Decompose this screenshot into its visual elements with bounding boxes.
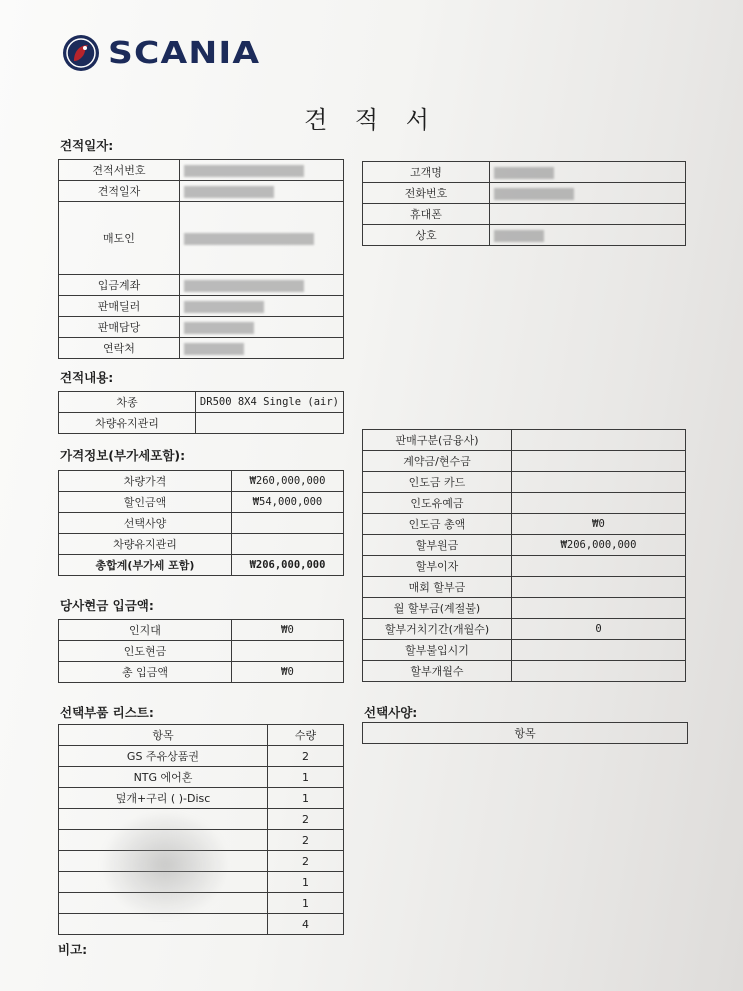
section-options: 선택사양:	[364, 705, 418, 720]
finance-row	[363, 619, 686, 640]
sales-rep-value	[180, 317, 344, 338]
finance-row	[363, 661, 686, 682]
finance-value	[512, 661, 686, 682]
redaction-blur	[100, 810, 230, 920]
finance-row	[363, 556, 686, 577]
quote-date-label: 견적일자	[59, 181, 180, 202]
finance-label: 할부불입시기	[363, 640, 512, 661]
options-header-item: 항목	[363, 723, 688, 744]
parts-qty: 2	[268, 809, 344, 830]
price-table	[58, 470, 344, 576]
vehicle-model-label: 차종	[59, 392, 196, 413]
finance-label: 월 할부금(계절불)	[363, 598, 512, 619]
finance-value	[512, 598, 686, 619]
section-price-info: 가격정보(부가세포함):	[60, 448, 186, 463]
parts-qty: 2	[268, 746, 344, 767]
parts-qty: 1	[268, 872, 344, 893]
parts-item: 덮개+구리 ( )-Disc	[59, 788, 268, 809]
price-label: 선택사양	[59, 513, 232, 534]
seller-value	[180, 202, 344, 275]
finance-row	[363, 640, 686, 661]
parts-row	[59, 788, 344, 809]
section-cash-deposit: 당사현금 입금액:	[60, 598, 154, 613]
vehicle-model-value: DR500 8X4 Single (air)	[195, 392, 343, 413]
finance-label: 인도금 총액	[363, 514, 512, 535]
customer-mobile-value	[490, 204, 686, 225]
finance-table	[362, 429, 686, 682]
parts-qty: 2	[268, 830, 344, 851]
parts-row	[59, 746, 344, 767]
section-parts-list: 선택부품 리스트:	[60, 705, 154, 720]
finance-value	[512, 577, 686, 598]
vehicle-table	[58, 391, 344, 434]
finance-row	[363, 493, 686, 514]
griffin-emblem-icon	[62, 33, 100, 73]
finance-label: 할부원금	[363, 535, 512, 556]
customer-table	[362, 161, 686, 246]
deposit-account-value	[180, 275, 344, 296]
scania-logo	[62, 30, 261, 76]
finance-value	[512, 451, 686, 472]
brand-wordmark: SCANIA	[108, 35, 261, 71]
finance-value	[512, 472, 686, 493]
parts-qty: 1	[268, 788, 344, 809]
finance-value	[512, 493, 686, 514]
price-row	[59, 513, 344, 534]
price-row	[59, 555, 344, 576]
deposit-value: ₩0	[232, 662, 344, 683]
parts-qty: 1	[268, 767, 344, 788]
contact-value	[180, 338, 344, 359]
price-label: 총합계(부가세 포함)	[59, 555, 232, 576]
finance-value: ₩0	[512, 514, 686, 535]
options-table	[362, 722, 688, 744]
quote-date-value	[180, 181, 344, 202]
quote-no-label: 견적서번호	[59, 160, 180, 181]
finance-label: 매회 할부금	[363, 577, 512, 598]
price-value: ₩206,000,000	[232, 555, 344, 576]
finance-value	[512, 430, 686, 451]
price-row	[59, 534, 344, 555]
price-label: 할인금액	[59, 492, 232, 513]
contact-label: 연락처	[59, 338, 180, 359]
finance-label: 인도금 카드	[363, 472, 512, 493]
customer-name-label: 고객명	[363, 162, 490, 183]
deposit-row	[59, 641, 344, 662]
finance-label: 할부거치기간(개월수)	[363, 619, 512, 640]
document-title: 견 적 서	[304, 106, 439, 134]
finance-value	[512, 640, 686, 661]
parts-row	[59, 767, 344, 788]
customer-phone-value	[490, 183, 686, 204]
deposit-label: 인도현금	[59, 641, 232, 662]
finance-row	[363, 472, 686, 493]
seller-label: 매도인	[59, 202, 180, 275]
customer-company-label: 상호	[363, 225, 490, 246]
price-value	[232, 513, 344, 534]
finance-row	[363, 535, 686, 556]
sales-rep-label: 판매담당	[59, 317, 180, 338]
finance-label: 계약금/현수금	[363, 451, 512, 472]
customer-mobile-label: 휴대폰	[363, 204, 490, 225]
parts-header-item: 항목	[59, 725, 268, 746]
deposit-label: 인지대	[59, 620, 232, 641]
quote-no-value	[180, 160, 344, 181]
deposit-account-label: 입금계좌	[59, 275, 180, 296]
finance-row	[363, 514, 686, 535]
price-value: ₩260,000,000	[232, 471, 344, 492]
deposit-value	[232, 641, 344, 662]
parts-qty: 2	[268, 851, 344, 872]
quote-info-table	[58, 159, 344, 359]
finance-label: 판매구분(금융사)	[363, 430, 512, 451]
dealer-label: 판매딜러	[59, 296, 180, 317]
price-value	[232, 534, 344, 555]
parts-qty: 4	[268, 914, 344, 935]
deposit-table	[58, 619, 344, 683]
finance-label: 할부개월수	[363, 661, 512, 682]
finance-row	[363, 451, 686, 472]
customer-name-value	[490, 162, 686, 183]
deposit-row	[59, 662, 344, 683]
finance-label: 인도유예금	[363, 493, 512, 514]
dealer-value	[180, 296, 344, 317]
price-row	[59, 471, 344, 492]
parts-item: GS 주유상품권	[59, 746, 268, 767]
parts-header-qty: 수량	[268, 725, 344, 746]
parts-item: NTG 에어혼	[59, 767, 268, 788]
price-value: ₩54,000,000	[232, 492, 344, 513]
finance-row	[363, 430, 686, 451]
finance-value	[512, 556, 686, 577]
section-quote-content: 견적내용:	[60, 370, 114, 385]
finance-row	[363, 598, 686, 619]
price-label: 차량유지관리	[59, 534, 232, 555]
finance-value: 0	[512, 619, 686, 640]
section-remarks: 비고:	[58, 942, 88, 957]
finance-label: 할부이자	[363, 556, 512, 577]
section-quote-date: 견적일자:	[60, 138, 114, 153]
deposit-value: ₩0	[232, 620, 344, 641]
finance-value: ₩206,000,000	[512, 535, 686, 556]
parts-qty: 1	[268, 893, 344, 914]
customer-company-value	[490, 225, 686, 246]
price-row	[59, 492, 344, 513]
finance-row	[363, 577, 686, 598]
vehicle-maintenance-label: 차량유지관리	[59, 413, 196, 434]
customer-phone-label: 전화번호	[363, 183, 490, 204]
deposit-label: 총 입금액	[59, 662, 232, 683]
vehicle-maintenance-value	[195, 413, 343, 434]
price-label: 차량가격	[59, 471, 232, 492]
deposit-row	[59, 620, 344, 641]
